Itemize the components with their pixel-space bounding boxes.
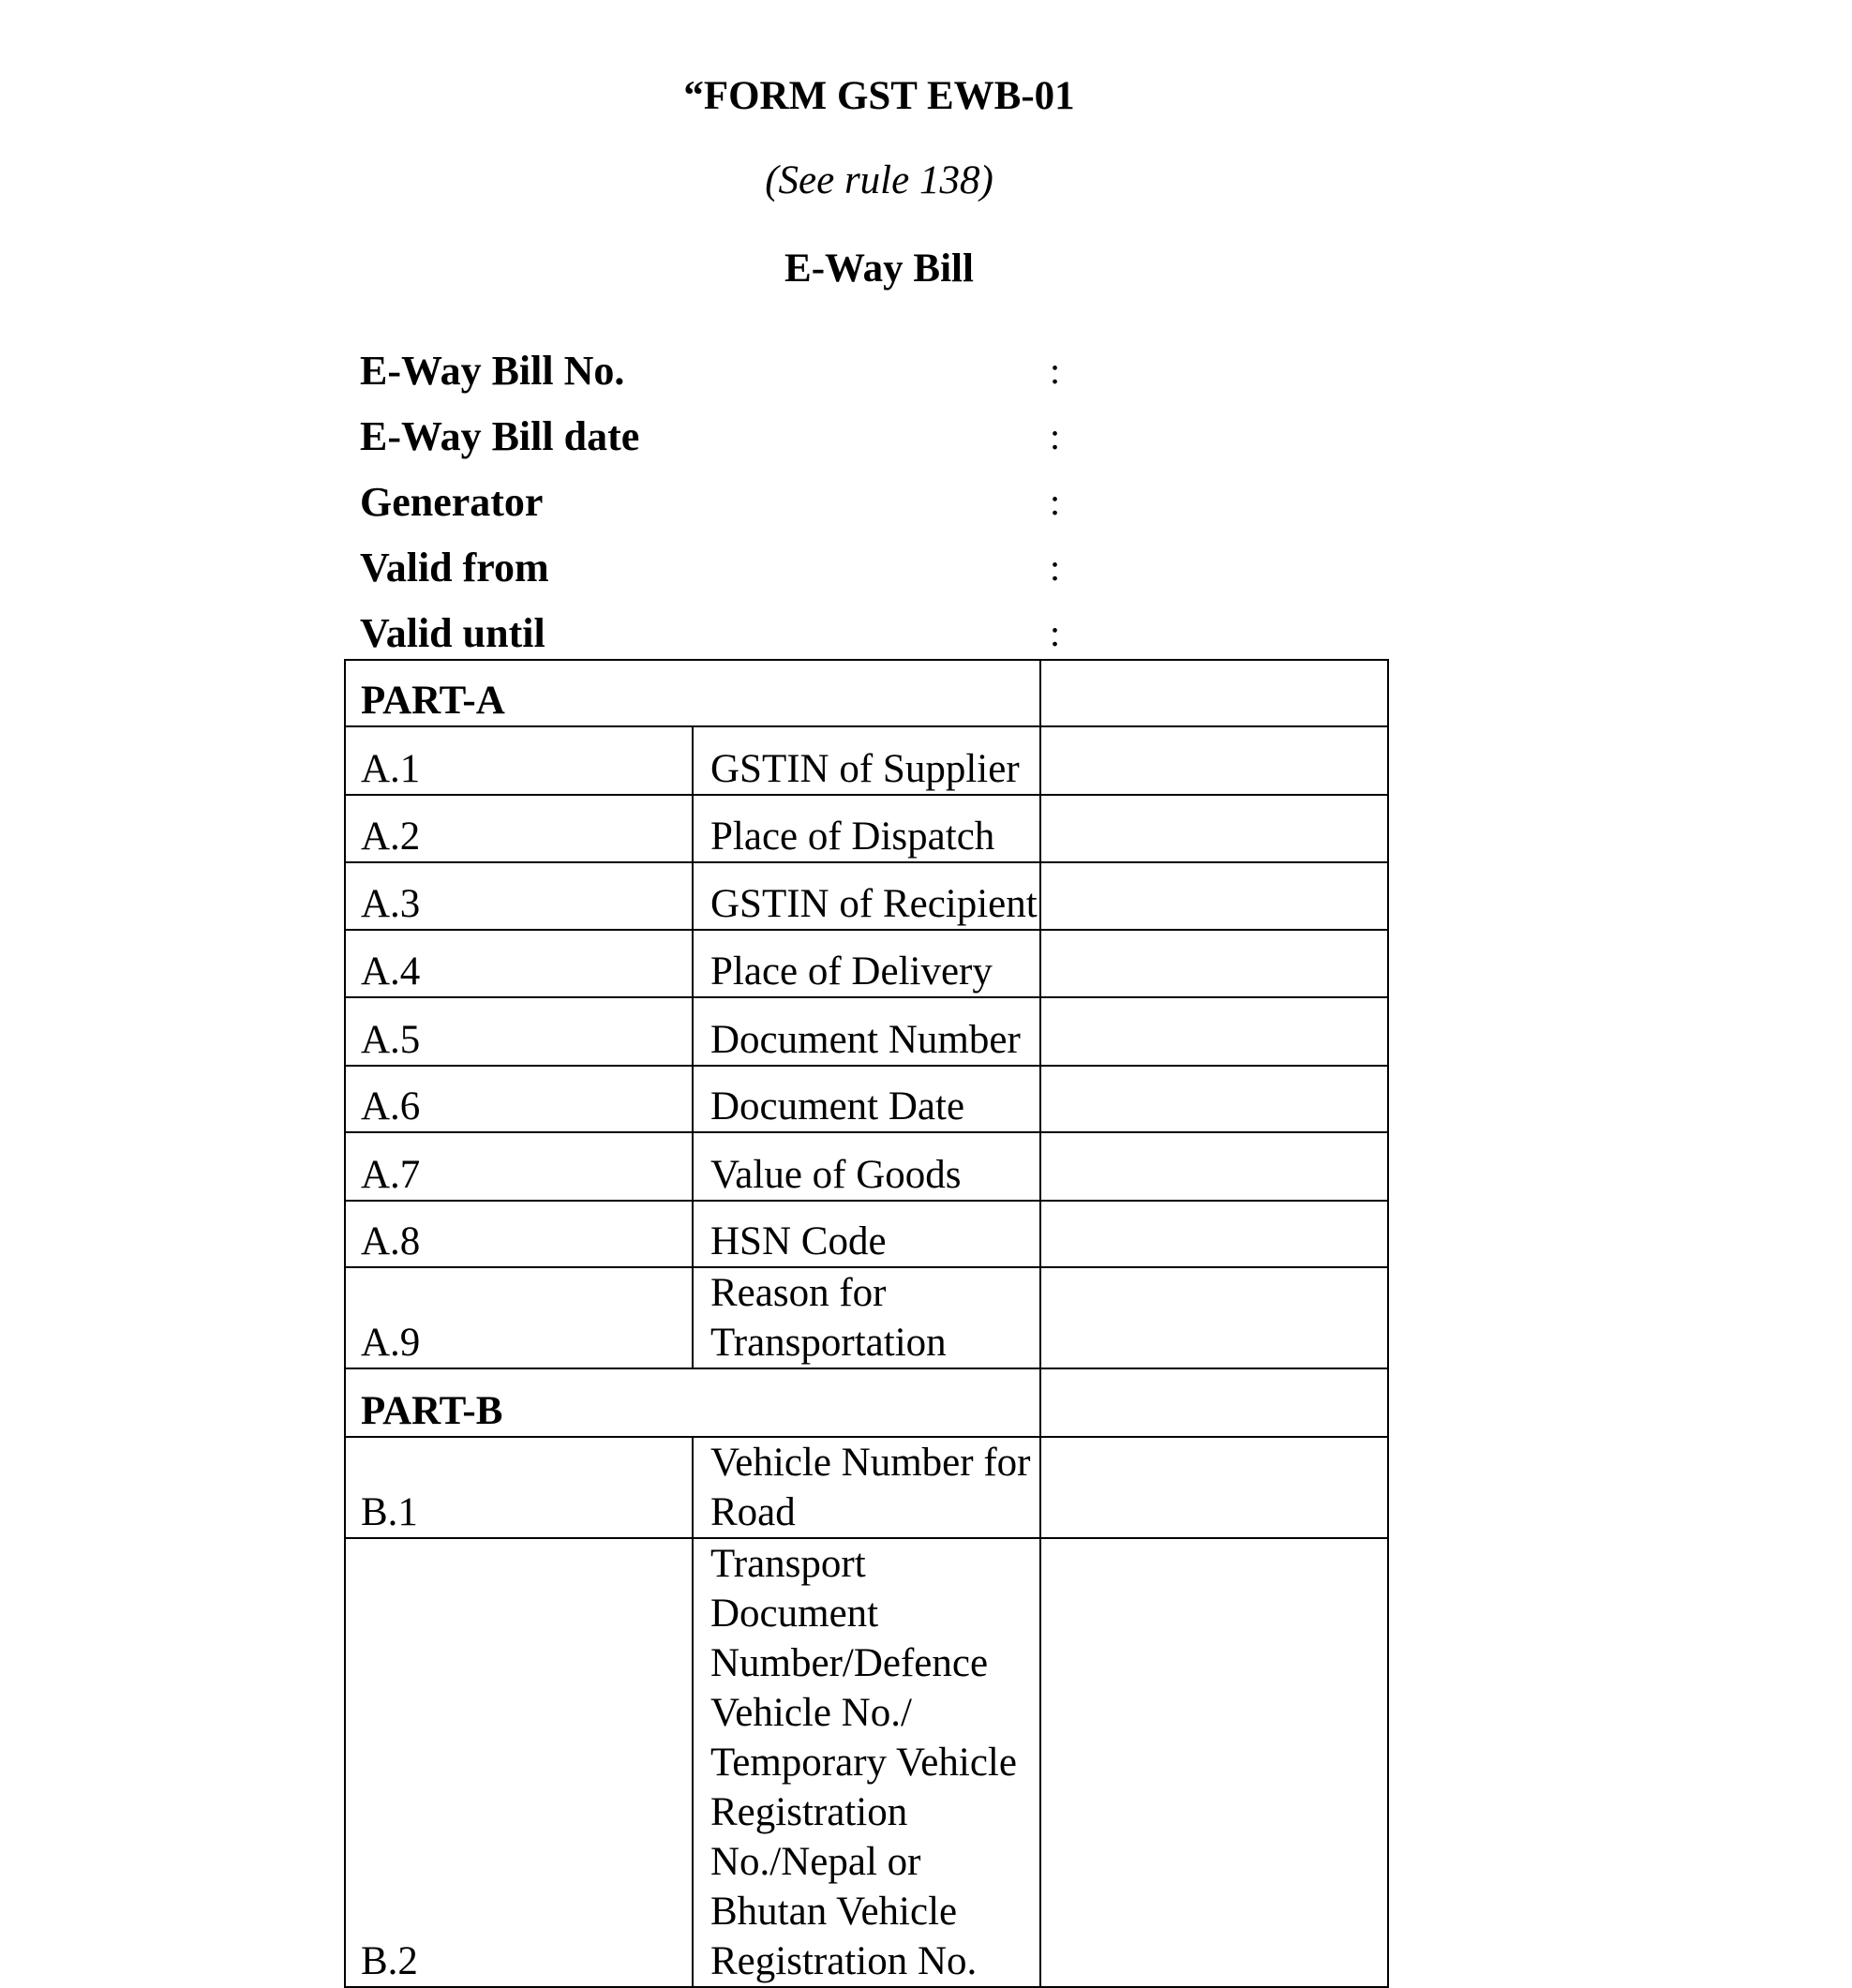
row-code: A.6 [345,1066,693,1132]
form-heading: E-Way Bill [784,247,974,291]
form-title: “FORM GST EWB-01 [683,74,1075,118]
field-label: Valid from [360,545,549,590]
value-cell [1040,1538,1388,1987]
value-cell [1040,1437,1388,1538]
value-cell [1040,1132,1388,1201]
table-row [345,930,1388,997]
row-code: A.7 [345,1132,693,1201]
form-subtitle: (See rule 138) [765,158,993,202]
field-separator: : [1050,481,1061,523]
table-row [345,1132,1388,1201]
row-label: Vehicle Number for Road [693,1437,1040,1538]
eway-bill-table [344,659,1389,1988]
value-cell [1040,1201,1388,1267]
row-code: A.3 [345,862,693,930]
value-cell [1040,795,1388,862]
table-row [345,997,1388,1066]
row-label: Document Date [693,1066,1040,1132]
row-code: A.9 [345,1267,693,1368]
part-a-header-row [345,660,1388,726]
field-label: Valid until [360,610,545,656]
row-code: A.2 [345,795,693,862]
row-code: A.5 [345,997,693,1066]
table-row [345,795,1388,862]
row-label: Reason for Transportation [693,1267,1040,1368]
row-label: GSTIN of Recipient [693,862,1040,930]
value-cell [1040,726,1388,795]
value-cell [1040,997,1388,1066]
table-row [345,1066,1388,1132]
field-separator: : [1050,415,1061,457]
row-code: B.1 [345,1437,693,1538]
table-row [345,1437,1388,1538]
value-cell [1040,660,1388,726]
row-label: Place of Dispatch [693,795,1040,862]
row-label: Document Number [693,997,1040,1066]
table-row [345,1201,1388,1267]
value-cell [1040,1267,1388,1368]
value-cell [1040,1066,1388,1132]
table-row [345,1538,1388,1987]
field-label: Generator [360,479,544,525]
value-cell [1040,1368,1388,1437]
field-label: E-Way Bill date [360,413,640,459]
row-code: A.1 [345,726,693,795]
table-row [345,726,1388,795]
part-b-header-row [345,1368,1388,1437]
table-row [345,1267,1388,1368]
part-b-heading: PART-B [345,1368,1040,1437]
field-separator: : [1050,546,1061,589]
row-label: Transport Document Number/Defence Vehicle No./ Temporary Vehicle Registration No./Nepal or Bhutan Vehicle Registration No. [693,1538,1040,1987]
row-label: Value of Goods [693,1132,1040,1201]
field-separator: : [1050,612,1061,654]
value-cell [1040,862,1388,930]
row-code: B.2 [345,1538,693,1987]
value-cell [1040,930,1388,997]
field-separator: : [1050,350,1061,392]
field-label: E-Way Bill No. [360,348,625,394]
row-code: A.8 [345,1201,693,1267]
table-row [345,862,1388,930]
part-a-heading: PART-A [345,660,1040,726]
row-label: HSN Code [693,1201,1040,1267]
row-label: GSTIN of Supplier [693,726,1040,795]
row-code: A.4 [345,930,693,997]
row-label: Place of Delivery [693,930,1040,997]
